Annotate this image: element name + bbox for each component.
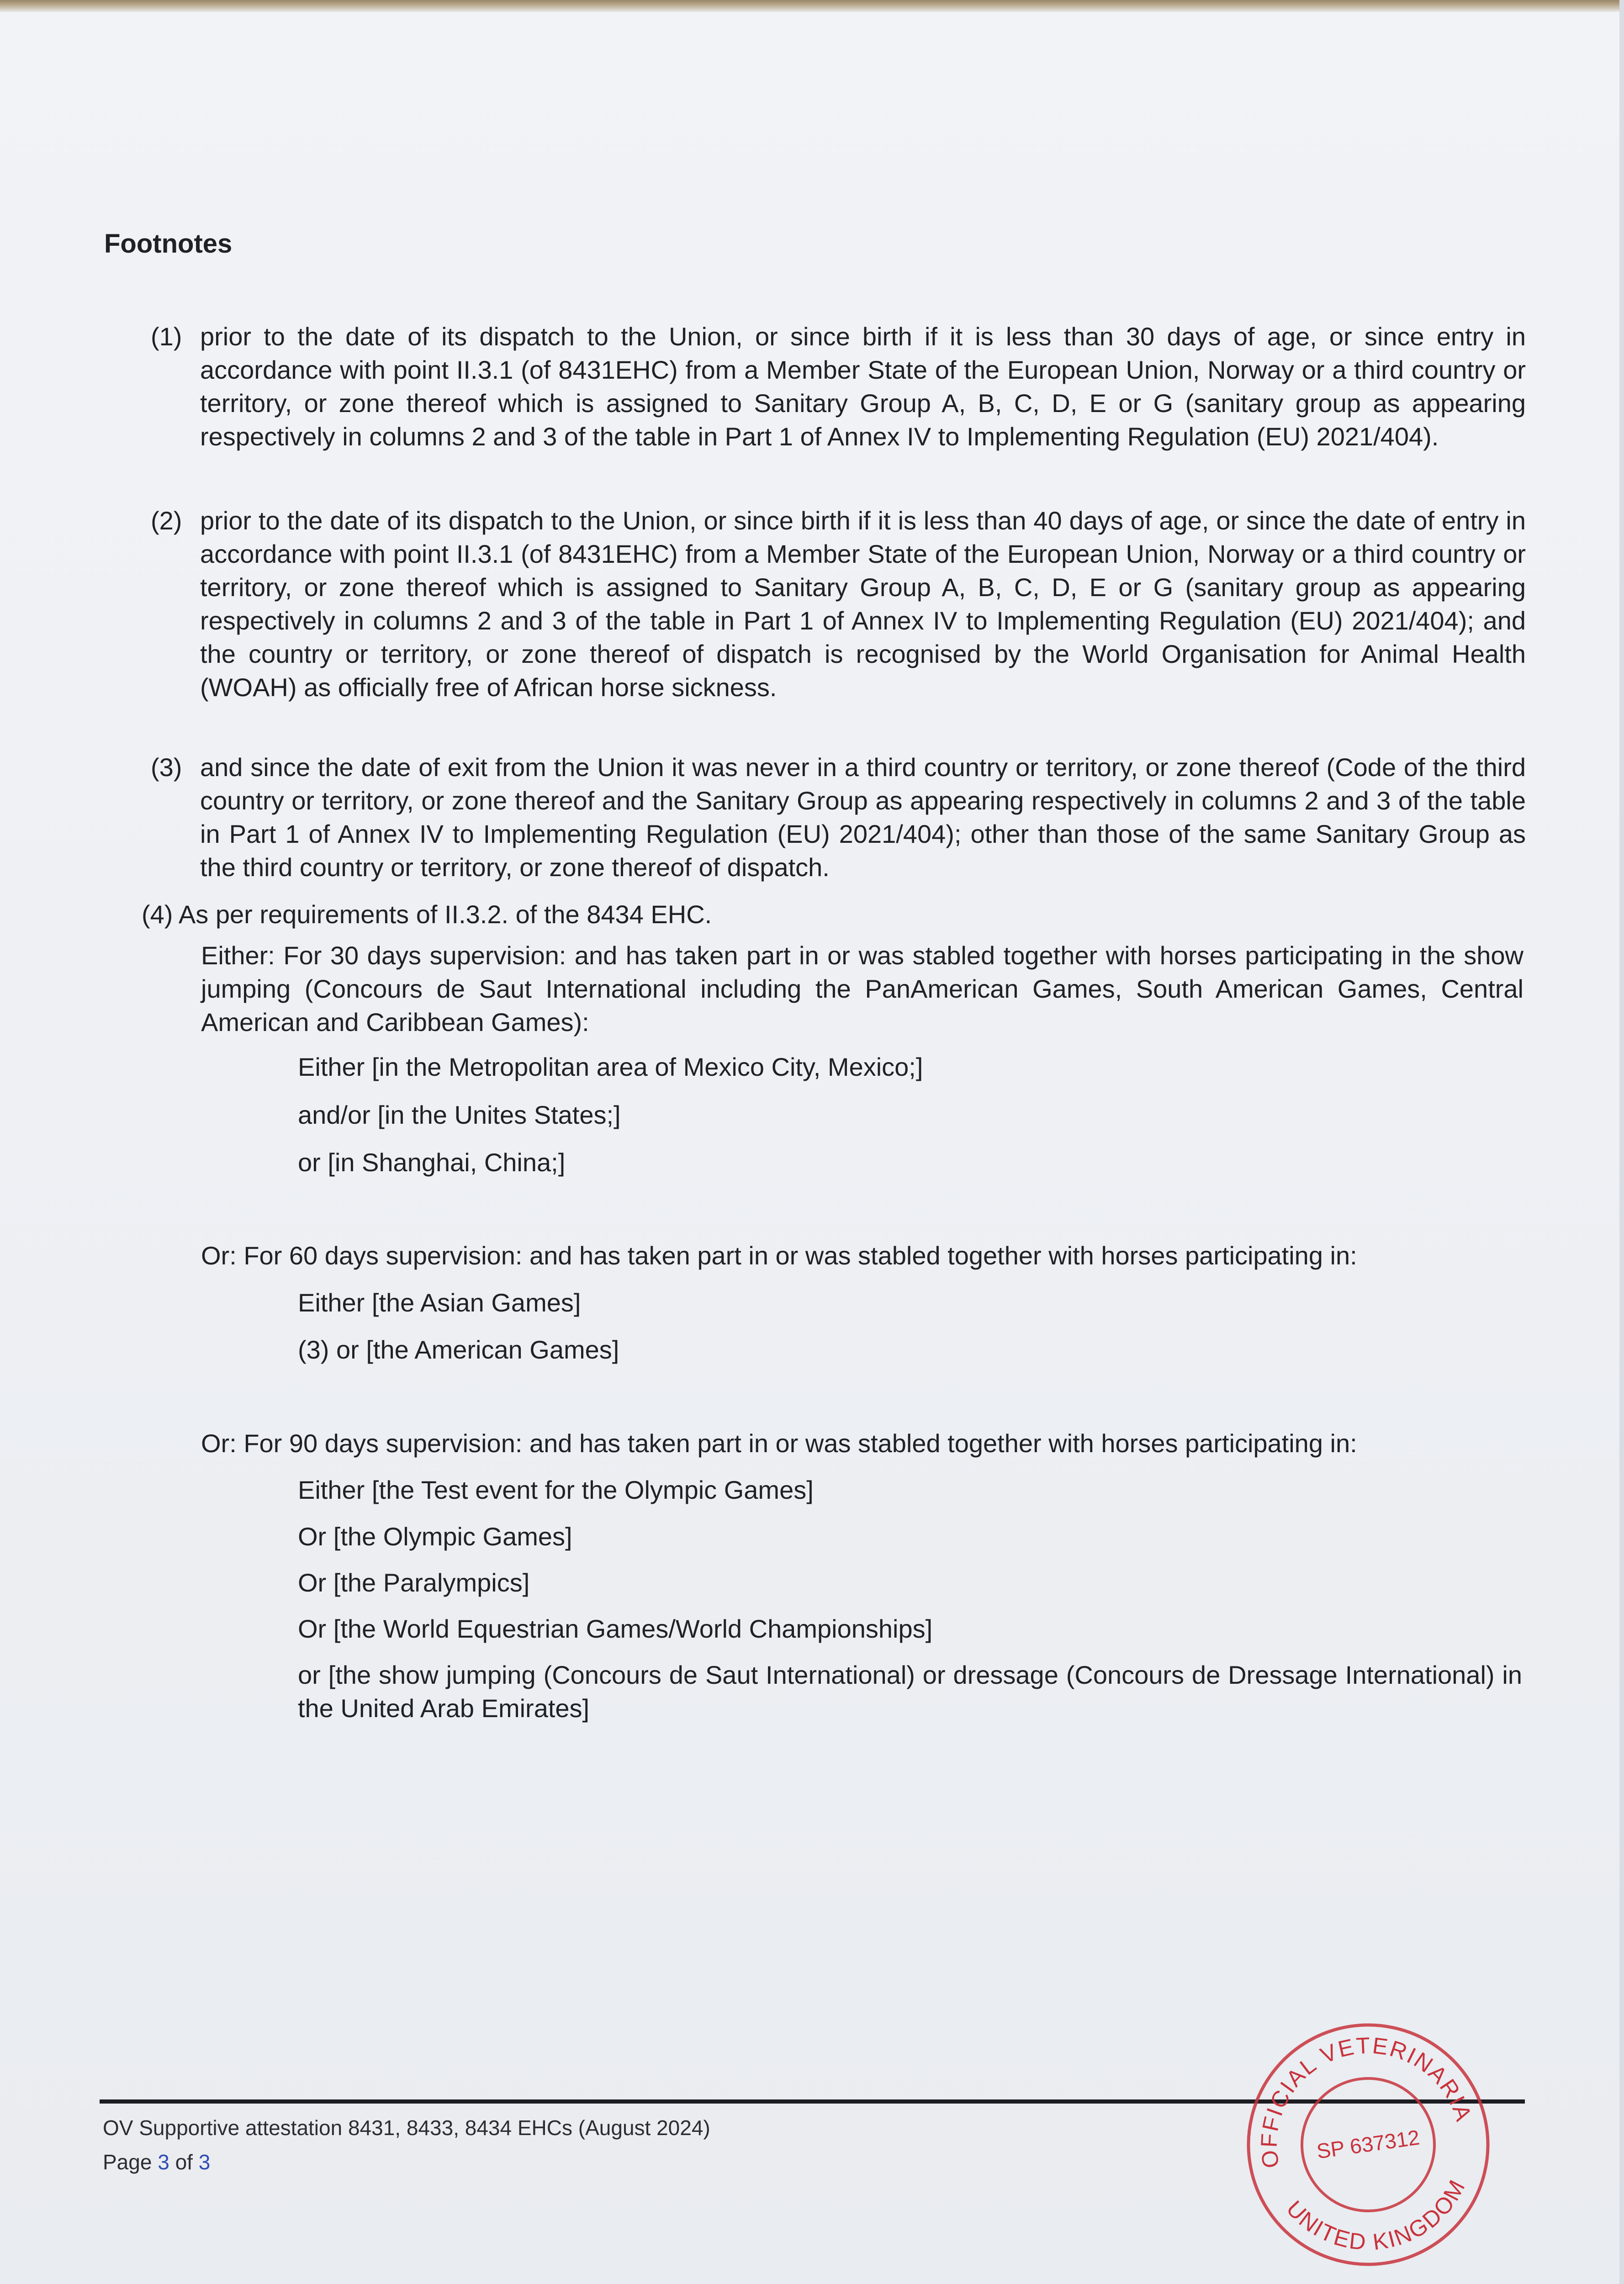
footnote-1	[151, 320, 1526, 453]
footnotes-heading: Footnotes	[104, 229, 233, 259]
option-shanghai: or [in Shanghai, China;]	[298, 1148, 566, 1177]
option-world-equestrian-games: Or [the World Equestrian Games/World Championships]	[298, 1614, 933, 1643]
page-current: 3	[158, 2150, 169, 2174]
footnote-text: prior to the date of its dispatch to the Union, or since birth if it is less than 30 days of age, or since entry in accordance with point II.3.1 (of 8431EHC) from a Member State of the European Union, Norway or a third country or territory, or zone thereof which is assigned to Sanitary Group A, B, C, D, E or G (sanitary group as appearing respectively in columns 2 and 3 of the table in Part 1 of Annex IV to Implementing Regulation (EU) 2021/404).	[200, 322, 1526, 451]
option-olympic-test-event: Either [the Test event for the Olympic Games]	[298, 1475, 814, 1504]
footnote-number: (1)	[151, 322, 182, 351]
option-mexico-city: Either [in the Metropolitan area of Mexico City, Mexico;]	[298, 1052, 923, 1081]
page-label: Page	[103, 2150, 152, 2174]
supervision-30-days: Either: For 30 days supervision: and has taken part in or was stabled together with horses participating in the show jumping (Concours de Saut International including the PanAmerican Games, South American Games, Central American and Caribbean Games):	[201, 941, 1523, 1036]
footnote-3	[151, 751, 1526, 884]
paper-top-edge	[0, 0, 1624, 12]
option-asian-games: Either [the Asian Games]	[298, 1288, 581, 1317]
supervision-90-days: Or: For 90 days supervision: and has taken part in or was stabled together with horses participating in:	[201, 1429, 1357, 1458]
footer-attestation-title: OV Supportive attestation 8431, 8433, 8434 EHCs (August 2024)	[103, 2116, 710, 2140]
option-united-states: and/or [in the Unites States;]	[298, 1100, 621, 1129]
footnote-text: prior to the date of its dispatch to the Union, or since birth if it is less than 40 days of age, or since the date of entry in accordance with point II.3.1 (of 8431EHC) from a Member State of the European Union, Norway or a third country or territory, or zone thereof which is assigned to Sanitary Group A, B, C, D, E or G (sanitary group as appearing respectively in columns 2 and 3 of the table in Part 1 of Annex IV to Implementing Regulation (EU) 2021/404); and the country or territory, or zone thereof of dispatch is recognised by the World Organisation for Animal Health (WOAH) as officially free of African horse sickness.	[200, 506, 1526, 702]
footnote-number: (3)	[151, 753, 182, 782]
supervision-60-days: Or: For 60 days supervision: and has taken part in or was stabled together with horses participating in:	[201, 1241, 1357, 1270]
official-veterinarian-stamp	[1236, 2012, 1501, 2277]
footnote-number: (2)	[151, 506, 182, 535]
stamp-number: SP 637312	[1315, 2125, 1421, 2163]
page-total: 3	[198, 2150, 211, 2174]
footnote-2	[151, 504, 1526, 704]
footnote-text: and since the date of exit from the Union it was never in a third country or territory, or zone thereof (Code of the third country or territory, or zone thereof and the Sanitary Group as appearing respectively in columns 2 and 3 of the table in Part 1 of Annex IV to Implementing Regulation (EU) 2021/404); other than those of the same Sanitary Group as the third country or territory, or zone thereof of dispatch.	[200, 753, 1526, 882]
option-olympic-games: Or [the Olympic Games]	[298, 1522, 572, 1551]
paper-right-edge	[1619, 0, 1624, 2284]
option-american-games: (3) or [the American Games]	[298, 1335, 619, 1364]
option-uae-show-jumping: or [the show jumping (Concours de Saut International) or dressage (Concours de Dressage International) in the United Arab Emirates]	[298, 1660, 1522, 1723]
stamp-bottom-text: UNITED KINGDOM	[1281, 2174, 1471, 2255]
page-of: of	[175, 2150, 193, 2174]
option-paralympics: Or [the Paralympics]	[298, 1568, 530, 1597]
footer-page-number	[103, 2148, 210, 2176]
footnote-4-heading: (4) As per requirements of II.3.2. of the 8434 EHC.	[142, 900, 712, 929]
stamp-top-text: OFFICIAL VETERINARIAN	[1256, 2032, 1477, 2170]
